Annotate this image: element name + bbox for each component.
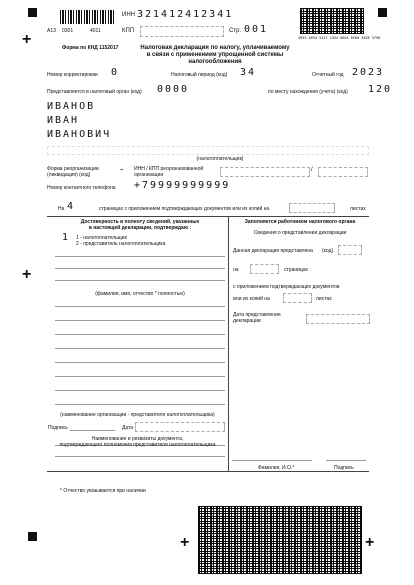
signer-option-representative: 2 - представитель налогоплательщика <box>76 241 166 247</box>
barcode-digits: 4953 4654 5147 2454 8605 8580 3458 3796 <box>298 36 381 40</box>
kpp-cells <box>140 26 224 37</box>
left-date-label: Дата <box>122 425 134 431</box>
inspector-sign-line <box>326 460 366 461</box>
certify-heading1: Достоверность и полноту сведений, указанных <box>80 219 200 225</box>
correction-label: Номер корректировки <box>47 72 98 78</box>
registration-cross-bottom-right: + <box>365 534 375 551</box>
section-bottom-border <box>47 471 369 472</box>
header-2d-barcode <box>300 8 364 34</box>
kpp-label: КПП <box>122 28 135 34</box>
reorg-form-label2: (ликвидация) (код) <box>47 172 91 178</box>
inn-label: ИНН <box>122 12 135 18</box>
footnote: * Отчество указывается при наличии <box>60 488 146 494</box>
correction-value[interactable]: 0 <box>111 67 120 78</box>
authority-label: Представляется в налоговый орган (код) <box>47 89 142 95</box>
right-sheets-label: листах <box>316 296 332 302</box>
header-barcode <box>60 10 116 24</box>
fio-line-3 <box>55 280 225 281</box>
phone-value[interactable]: +79999999999 <box>134 180 231 191</box>
doc-caption-line1: Наименование и реквизиты документа, <box>91 436 184 442</box>
inspector-sign-caption: Подпись <box>334 465 354 471</box>
org-caption: (наименование организации - представителя налогоплательщика) <box>60 412 215 418</box>
knd-code: Форма по КНД 1152017 <box>62 45 119 51</box>
doc-line-2 <box>55 456 225 457</box>
org-line-5 <box>55 362 225 363</box>
org-line-7 <box>55 390 225 391</box>
registration-cross-mid-left: + <box>22 266 32 283</box>
right-pages-cells[interactable] <box>250 264 279 274</box>
registration-cross-bottom-left: + <box>180 534 190 551</box>
reorg-inn-label1: ИНН / КПП реорганизованной <box>134 166 204 172</box>
reorg-kpp-cells[interactable] <box>318 167 368 177</box>
submitted-code-suffix: (код) <box>322 248 334 254</box>
taxpayer-name-line1[interactable]: ИВАНОВ <box>47 101 96 112</box>
attach-label: с приложением подтверждающих документов <box>233 284 340 290</box>
pages-text: страницах с приложением подтверждающих документов или их копий на <box>99 206 270 212</box>
certify-heading2: в настоящей декларации, подтверждаю : <box>88 225 192 231</box>
copies-label: или их копий на <box>233 296 270 302</box>
org-line-8 <box>55 404 225 405</box>
reorg-form-dash: – <box>120 167 124 173</box>
submitted-label: Данная декларация представлена <box>233 248 313 254</box>
corner-marker-bottom-left <box>28 532 37 541</box>
section-divider <box>228 216 229 471</box>
signature-line <box>70 430 115 431</box>
phone-label: Номер контактного телефона <box>47 185 116 191</box>
corner-marker-top-left <box>28 8 37 17</box>
year-value[interactable]: 2023 <box>352 67 385 78</box>
signer-code[interactable]: 1 <box>62 232 71 243</box>
year-label: Отчетный год <box>312 72 344 78</box>
inn-value: 321412412341 <box>137 9 234 20</box>
on-label: на <box>233 267 239 273</box>
sheets-cells[interactable] <box>289 203 335 213</box>
authority-value[interactable]: 0000 <box>157 84 190 95</box>
org-line-4 <box>55 348 225 349</box>
location-value[interactable]: 120 <box>368 84 393 95</box>
taxpayer-name-line3[interactable]: ИВАНОВИЧ <box>47 129 112 140</box>
inn-kpp-slash: / <box>311 167 313 173</box>
right-sheets-cells[interactable] <box>283 293 312 303</box>
reorg-inn-label2: организации <box>134 172 164 178</box>
fio-line-2 <box>55 268 225 269</box>
barcode-code-right: 4011 <box>90 28 101 34</box>
taxpayer-caption: (налогоплательщик) <box>196 156 244 162</box>
org-line-1 <box>55 306 225 307</box>
form-code: А13 <box>47 28 56 34</box>
org-line-2 <box>55 320 225 321</box>
signer-option-taxpayer: 1 - налогоплательщик <box>76 235 127 241</box>
section-top-border <box>47 216 369 217</box>
corner-marker-top-right <box>378 8 387 17</box>
inspector-heading: Заполняется работником налогового органа <box>244 219 356 225</box>
submission-date-cells[interactable] <box>306 314 370 324</box>
fio-line-1 <box>55 256 225 257</box>
name-cells-row4 <box>47 146 369 155</box>
location-label: по месту нахождения (учета) (код) <box>268 89 348 95</box>
submission-date-label1: Дата представления <box>233 312 281 318</box>
reorg-inn-cells[interactable] <box>220 167 310 177</box>
declaration-title-line2: в связи с применением упрощенной системы налогообложения <box>146 52 284 65</box>
page-value: 001 <box>244 24 269 35</box>
signature-label: Подпись <box>48 425 68 431</box>
org-line-3 <box>55 334 225 335</box>
doc-caption-line2: подтверждающего полномочия представителя налогоплательщика <box>59 442 216 448</box>
page-label: Стр. <box>229 28 242 34</box>
left-date-cells[interactable] <box>135 422 225 432</box>
footer-2d-barcode <box>198 506 362 574</box>
registration-cross-top-left: + <box>22 31 32 48</box>
declaration-title-line1: Налоговая декларация по налогу, уплачиваемому <box>140 45 290 51</box>
inspector-subheading: Сведения о представлении декларации <box>253 230 347 236</box>
pages-prefix: На <box>58 206 65 212</box>
period-value[interactable]: 34 <box>240 67 257 78</box>
barcode-code-left: 0301 <box>62 28 74 34</box>
inspector-fio-caption: Фамилия, И.О.* <box>258 465 295 471</box>
sheets-text: листах <box>350 206 366 212</box>
submitted-code-cells[interactable] <box>338 245 362 255</box>
pages-value[interactable]: 4 <box>67 201 76 212</box>
inspector-fio-line <box>232 460 312 461</box>
taxpayer-name-line2[interactable]: ИВАН <box>47 115 80 126</box>
period-label: Налоговый период (код) <box>171 72 228 78</box>
fio-caption: (фамилия, имя, отчество * полностью) <box>95 291 185 297</box>
submission-date-label2: декларации <box>233 318 261 324</box>
reorg-form-label1: Форма реорганизации <box>47 166 99 172</box>
org-line-6 <box>55 376 225 377</box>
right-pages-label: страницах <box>284 267 309 273</box>
